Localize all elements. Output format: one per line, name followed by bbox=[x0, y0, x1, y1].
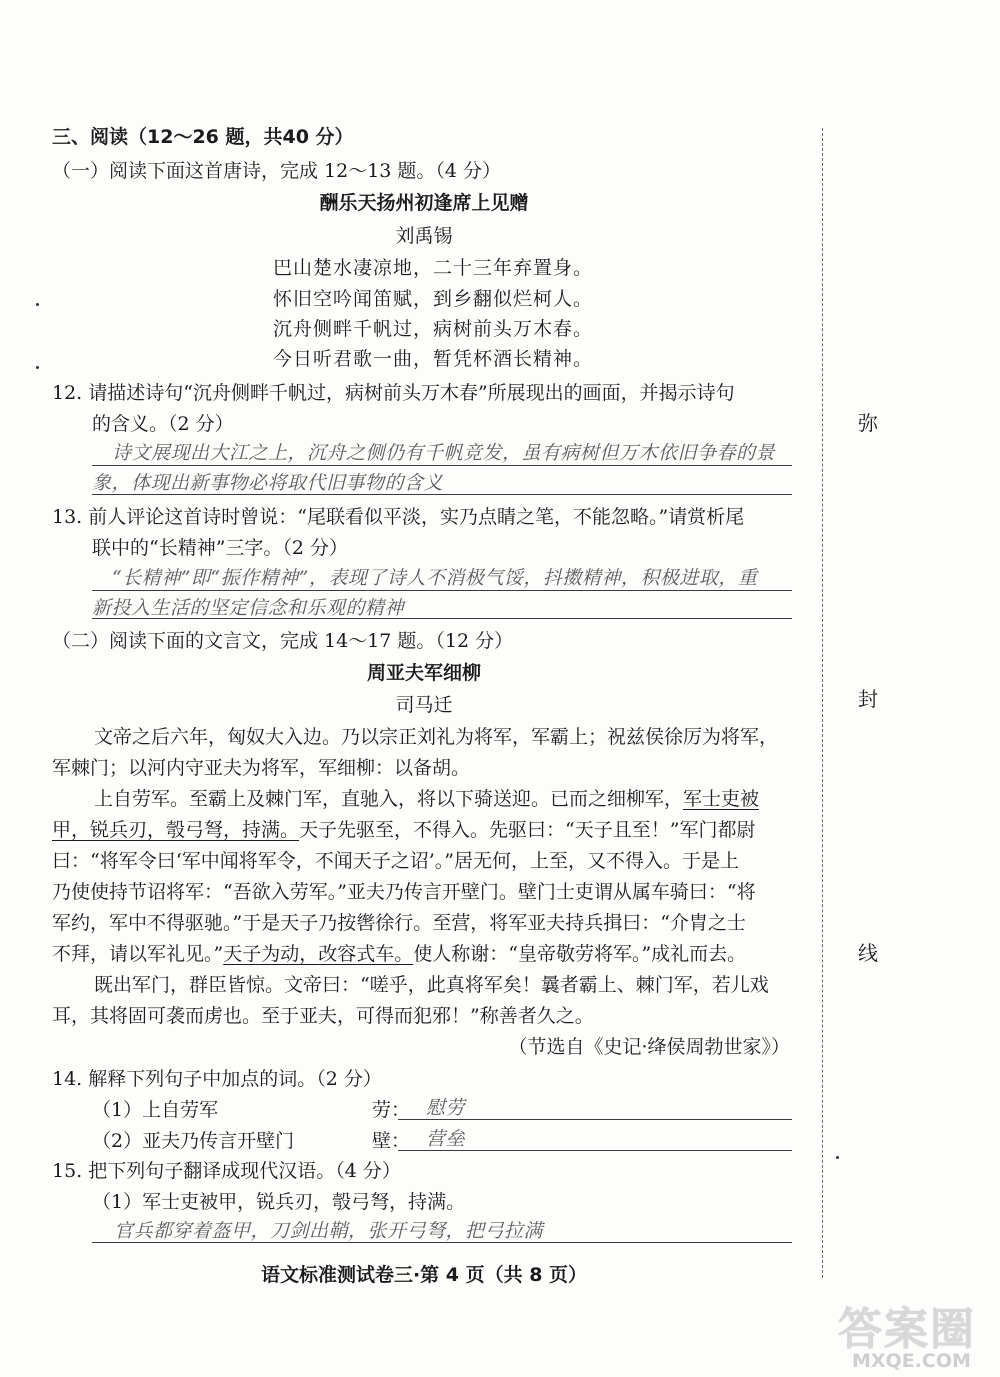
binding-char-xian: 线 bbox=[858, 941, 878, 965]
answer-rule bbox=[92, 1242, 792, 1243]
q12-answer-line2: 象，体现出新事物必将取代旧事物的含义 bbox=[92, 472, 444, 494]
q15-stem: 15. 把下列句子翻译成现代汉语。（4 分） bbox=[52, 1160, 401, 1182]
poem-line: 怀旧空吟闻笛赋，到乡翻似烂柯人。 bbox=[273, 288, 594, 310]
q15-answer1: 官兵都穿着盔甲，刀剑出鞘，张开弓弩，把弓拉满 bbox=[114, 1220, 544, 1242]
prose-underlined-text: 天子为动，改容式车。 bbox=[223, 943, 414, 965]
prose-underlined-text: 甲，锐兵刃，彀弓弩，持满。 bbox=[52, 819, 300, 841]
q12-stem-line1: 12. 请描述诗句“沉舟侧畔千帆过，病树前头万木春”所展现出的画面，并揭示诗句 bbox=[52, 382, 735, 404]
prose-underlined-text: 军士吏被 bbox=[683, 788, 760, 810]
poem-line: 沉舟侧畔千帆过，病树前头万木春。 bbox=[273, 318, 594, 340]
q14-answer1: 慰劳 bbox=[426, 1097, 466, 1119]
binding-char-feng: 封 bbox=[858, 687, 878, 711]
q14-answer2: 营垒 bbox=[426, 1128, 466, 1150]
prose-line: 文帝之后六年，匈奴大入边。乃以宗正刘礼为将军，军霸上；祝兹侯徐厉为将军， bbox=[94, 726, 779, 748]
q14-label2: 壁： bbox=[372, 1130, 411, 1152]
prose-line: 耳，其将固可袭而虏也。至于亚夫，可得而犯邪！”称善者久之。 bbox=[52, 1005, 594, 1027]
answer-rule bbox=[398, 1119, 792, 1120]
answer-rule bbox=[92, 618, 792, 619]
scan-dot bbox=[36, 366, 39, 369]
prose-text: 天子先驱至，不得入。先驱曰：“天子且至！”军门都尉 bbox=[299, 819, 756, 841]
page-footer: 语文标准测试卷三·第 4 页（共 8 页） bbox=[260, 1264, 588, 1286]
q12-stem-line2: 的含义。（2 分） bbox=[92, 413, 234, 435]
poem-line: 巴山楚水凄凉地，二十三年弃置身。 bbox=[273, 257, 594, 279]
binding-dashed-line bbox=[822, 128, 823, 1278]
q14-item2: （2）亚夫乃传言开壁门 bbox=[92, 1130, 295, 1152]
poem-title: 酬乐天扬州初逢席上见赠 bbox=[319, 192, 529, 214]
prose-text: 上自劳军。至霸上及棘门军，直驰入，将以下骑送迎。已而之细柳军， bbox=[94, 788, 684, 810]
part1-instruction: （一）阅读下面这首唐诗，完成 12～13 题。（4 分） bbox=[52, 160, 502, 182]
q14-stem: 14. 解释下列句子中加点的词。（2 分） bbox=[52, 1068, 382, 1090]
prose-text: 使人称谢：“皇帝敬劳将军。”成礼而去。 bbox=[413, 943, 747, 965]
prose-text: 不拜，请以军礼见。” bbox=[52, 943, 224, 965]
answer-rule bbox=[92, 590, 792, 591]
answer-rule bbox=[398, 1150, 792, 1151]
q13-stem-line1: 13. 前人评论这首诗时曾说：“尾联看似平淡，实乃点睛之笔，不能忽略。”请赏析尾 bbox=[52, 506, 745, 528]
answer-rule bbox=[92, 465, 792, 466]
watermark-logo: 答案圈 bbox=[838, 1304, 976, 1355]
answer-rule bbox=[92, 494, 792, 495]
scan-dot bbox=[836, 1156, 839, 1159]
q14-item1: （1）上自劳军 bbox=[92, 1099, 219, 1121]
poem-author: 刘禹锡 bbox=[395, 225, 453, 247]
poem-line: 今日听君歌一曲，暂凭杯酒长精神。 bbox=[273, 348, 594, 370]
q13-stem-line2: 联中的“长精神”三字。（2 分） bbox=[92, 537, 349, 559]
prose-author: 司马迁 bbox=[395, 694, 453, 716]
part2-instruction: （二）阅读下面的文言文，完成 14～17 题。（12 分） bbox=[52, 630, 514, 652]
q13-answer-line2: 新投入生活的坚定信念和乐观的精神 bbox=[92, 597, 405, 619]
q15-item1: （1）军士吏被甲，锐兵刃，彀弓弩，持满。 bbox=[92, 1191, 466, 1213]
prose-source: （节选自《史记·绛侯周勃世家》） bbox=[508, 1036, 790, 1058]
prose-line bbox=[94, 786, 759, 812]
q12-answer-line1: 诗文展现出大江之上，沉舟之侧仍有千帆竞发，虽有病树但万木依旧争春的景 bbox=[112, 442, 776, 464]
prose-line: 军棘门；以河内守亚夫为将军，军细柳：以备胡。 bbox=[52, 757, 471, 779]
prose-line bbox=[52, 941, 746, 967]
prose-title: 周亚夫军细柳 bbox=[366, 662, 481, 684]
binding-char-mi: 弥 bbox=[858, 411, 878, 435]
prose-line: 乃使使持节诏将军：“吾欲入劳军。”亚夫乃传言开壁门。壁门士吏谓从属车骑曰：“将 bbox=[52, 881, 756, 903]
q13-answer-line1: “长精神”即“振作精神”，表现了诗人不消极气馁，抖擞精神，积极进取，重 bbox=[112, 567, 758, 589]
section-heading: 三、阅读（12～26 题，共40 分） bbox=[52, 126, 354, 148]
prose-line: 曰：“将军令曰‘军中闻将军令，不闻天子之诏’。”居无何，上至，又不得入。于是上 bbox=[52, 850, 740, 872]
prose-line: 既出军门，群臣皆惊。文帝曰：“嗟乎，此真将军矣！曩者霸上、棘门军，若儿戏 bbox=[94, 974, 769, 996]
prose-line: 军约，军中不得驱驰。”于是天子乃按辔徐行。至营，将军亚夫持兵揖曰：“介胄之士 bbox=[52, 912, 746, 934]
scan-dot bbox=[36, 303, 39, 306]
watermark-url: MXQE.COM bbox=[852, 1350, 971, 1372]
prose-line bbox=[52, 817, 755, 843]
q14-label1: 劳： bbox=[372, 1099, 411, 1121]
